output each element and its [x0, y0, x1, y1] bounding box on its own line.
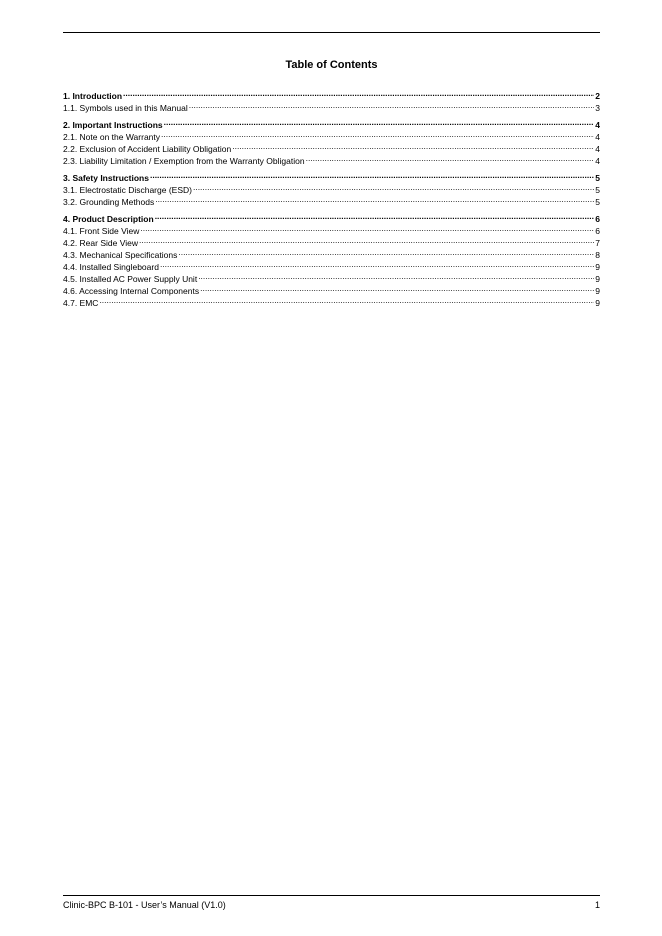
toc-entry-label: 3.2. Grounding Methods [63, 197, 155, 207]
toc-entry-page: 4 [595, 132, 600, 142]
toc-leader-dots [155, 210, 595, 222]
header-rule [63, 32, 600, 33]
toc-entry-page: 9 [595, 298, 600, 308]
toc-entry-label: 4.5. Installed AC Power Supply Unit [63, 274, 198, 284]
toc-entry-label: 4.7. EMC [63, 298, 99, 308]
toc-entry-label: 1.1. Symbols used in this Manual [63, 103, 188, 113]
toc-entry-label: 3. Safety Instructions [63, 173, 149, 183]
footer-page-number: 1 [594, 900, 600, 910]
toc-entry-page: 7 [595, 238, 600, 248]
toc-entry-page: 2 [595, 91, 600, 101]
toc-leader-dots [160, 258, 594, 270]
toc-leader-dots [200, 282, 594, 294]
toc-leader-dots [189, 99, 595, 111]
toc-leader-dots [306, 152, 595, 164]
toc-entry-page: 5 [595, 185, 600, 195]
toc-entry-front-side-view[interactable] [63, 222, 600, 234]
toc-entry-page: 4 [595, 144, 600, 154]
toc-entry-product-description[interactable] [63, 210, 600, 222]
toc-entry-safety-instructions[interactable] [63, 169, 600, 181]
toc-entry-page: 5 [595, 173, 600, 183]
toc-leader-dots [164, 116, 595, 128]
toc-entry-page: 4 [595, 156, 600, 166]
toc-section [63, 87, 600, 111]
toc-entry-label: 2.1. Note on the Warranty [63, 132, 161, 142]
toc-entry-label: 4. Product Description [63, 214, 154, 224]
toc-entry-label: 4.3. Mechanical Specifications [63, 250, 178, 260]
toc-entry-label: 2. Important Instructions [63, 120, 163, 130]
toc-leader-dots [123, 87, 594, 99]
toc-entry-page: 5 [595, 197, 600, 207]
toc-leader-dots [178, 246, 594, 258]
toc-entry-mechanical-specifications[interactable] [63, 246, 600, 258]
toc-leader-dots [150, 169, 594, 181]
toc-entry-emc[interactable] [63, 294, 600, 306]
toc-entry-page: 9 [595, 262, 600, 272]
table-of-contents [63, 87, 600, 311]
toc-entry-label: 4.1. Front Side View [63, 226, 140, 236]
toc-entry-page: 9 [595, 274, 600, 284]
toc-entry-label: 2.3. Liability Limitation / Exemption from the Warranty Obligation [63, 156, 305, 166]
toc-title: Table of Contents [285, 59, 378, 71]
toc-leader-dots [140, 222, 594, 234]
toc-section [63, 169, 600, 205]
toc-entry-label: 2.2. Exclusion of Accident Liability Obligation [63, 144, 232, 154]
toc-leader-dots [155, 193, 594, 205]
toc-entry-page: 9 [595, 286, 600, 296]
toc-entry-page: 4 [595, 120, 600, 130]
toc-entry-important-instructions[interactable] [63, 116, 600, 128]
toc-leader-dots [139, 234, 594, 246]
toc-entry-page: 6 [595, 226, 600, 236]
toc-leader-dots [161, 128, 594, 140]
toc-section [63, 116, 600, 164]
toc-leader-dots [99, 294, 594, 306]
toc-entry-label: 4.2. Rear Side View [63, 238, 138, 248]
toc-section [63, 210, 600, 306]
toc-entry-page: 3 [595, 103, 600, 113]
toc-entry-page: 8 [595, 250, 600, 260]
toc-entry-introduction[interactable] [63, 87, 600, 99]
footer-rule [63, 895, 600, 896]
toc-entry-label: 4.4. Installed Singleboard [63, 262, 159, 272]
toc-leader-dots [198, 270, 594, 282]
footer-document-title: Clinic-BPC B-101 - User’s Manual (V1.0) [63, 900, 226, 910]
toc-entry-label: 4.6. Accessing Internal Components [63, 286, 200, 296]
toc-leader-dots [232, 140, 594, 152]
toc-entry-label: 3.1. Electrostatic Discharge (ESD) [63, 185, 192, 195]
toc-entry-symbols[interactable] [63, 99, 600, 111]
toc-entry-rear-side-view[interactable] [63, 234, 600, 246]
toc-entry-page: 6 [595, 214, 600, 224]
toc-entry-label: 1. Introduction [63, 91, 123, 101]
toc-leader-dots [193, 181, 594, 193]
